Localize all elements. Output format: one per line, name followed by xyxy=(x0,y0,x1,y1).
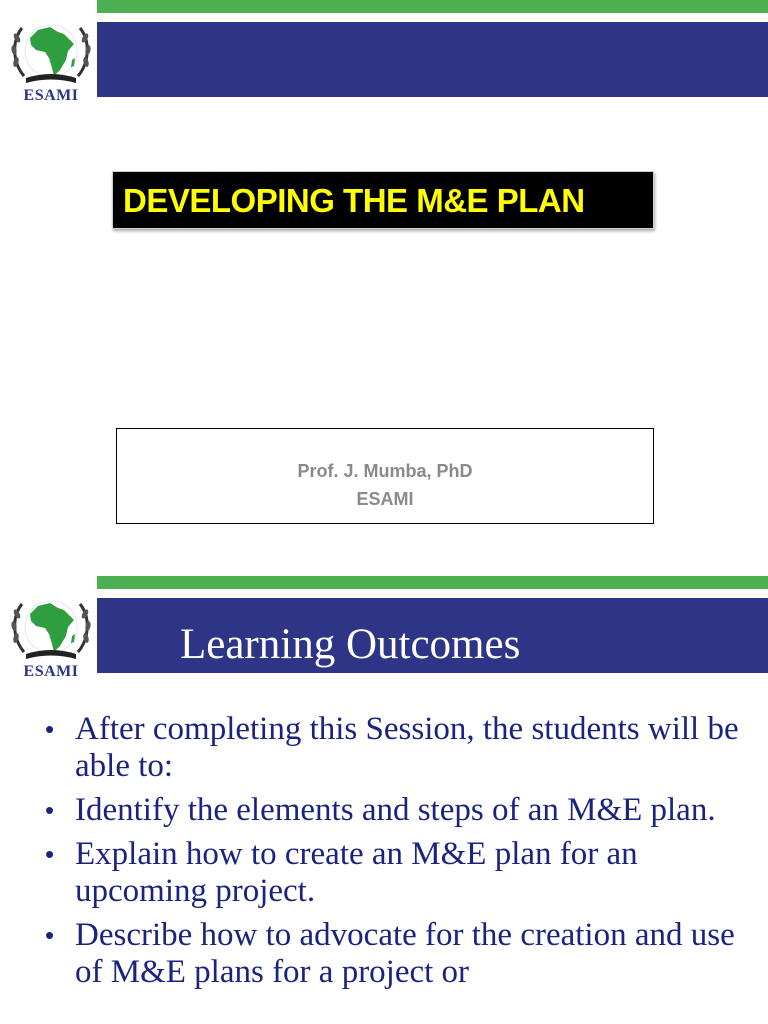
bullet-icon: • xyxy=(45,920,55,950)
title-box xyxy=(112,171,654,229)
logo-text: ESAMI xyxy=(23,87,79,104)
learning-outcomes-slide xyxy=(0,576,768,1024)
slide-title: DEVELOPING THE M&E PLAN xyxy=(123,182,585,219)
outcomes-list xyxy=(40,711,740,998)
bullet-icon: • xyxy=(45,839,55,869)
author-name: Prof. J. Mumba, PhD xyxy=(297,461,473,481)
list-item xyxy=(40,917,740,991)
logo-text: ESAMI xyxy=(23,663,79,680)
bullet-icon: • xyxy=(45,714,55,744)
author-box xyxy=(116,428,654,524)
list-item xyxy=(40,836,740,910)
list-item-text: After completing this Session, the students will be able to: xyxy=(75,711,739,784)
green-accent-bar xyxy=(97,576,768,589)
blue-header-bar xyxy=(97,22,768,97)
esami-logo xyxy=(8,594,94,686)
africa-globe-laurel-icon xyxy=(8,18,94,90)
list-item xyxy=(40,711,740,785)
list-item-text: Explain how to create an M&E plan for an upcoming project. xyxy=(75,836,638,909)
slide-title: Learning Outcomes xyxy=(180,621,521,668)
bullet-icon: • xyxy=(45,795,55,825)
list-item-text: Describe how to advocate for the creation and use of M&E plans for a project or xyxy=(75,917,735,990)
list-item-text: Identify the elements and steps of an M&E plan. xyxy=(75,792,716,828)
esami-logo xyxy=(8,18,94,110)
author-org: ESAMI xyxy=(356,489,414,509)
africa-globe-laurel-icon xyxy=(8,594,94,666)
green-accent-bar xyxy=(97,0,768,13)
list-item xyxy=(40,792,740,829)
